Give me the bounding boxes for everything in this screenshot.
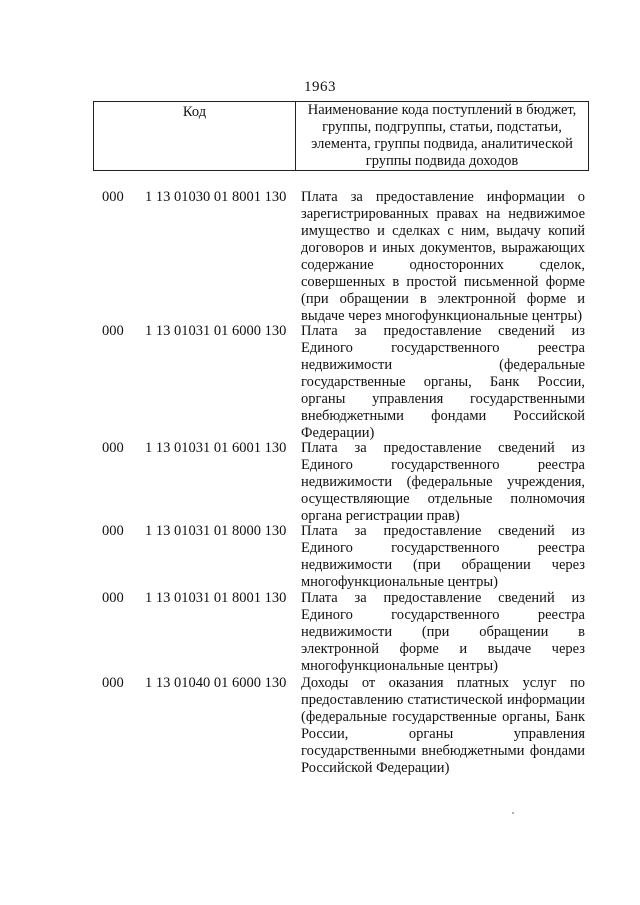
- description-line: Единого государственного реестра: [301, 457, 585, 473]
- revenue-description: [301, 323, 585, 442]
- description-line: Плата за предоставление сведений из: [301, 440, 585, 456]
- description-line: Российской Федерации): [301, 760, 450, 776]
- description-line: выдаче через многофункциональные центры): [301, 308, 583, 324]
- agency-code: 000: [102, 523, 124, 539]
- description-line: Единого государственного реестра: [301, 540, 585, 556]
- description-line: (федеральные государственные органы, Банк: [301, 709, 585, 725]
- revenue-code: 1 13 01031 01 6000 130: [145, 323, 287, 339]
- description-line: имущество и сделках с ним, выдачу копий: [301, 223, 585, 239]
- description-line: Федерации): [301, 425, 375, 441]
- description-line: недвижимости (при обращении через: [301, 557, 585, 573]
- description-line: органы управления государственными: [301, 391, 585, 407]
- description-line: России, органы управления: [301, 726, 585, 742]
- description-line: Единого государственного реестра: [301, 340, 585, 356]
- agency-code: 000: [102, 440, 124, 456]
- description-line: Плата за предоставление сведений из: [301, 590, 585, 606]
- description-line: государственными внебюджетными фондами: [301, 743, 585, 759]
- revenue-description: [301, 675, 585, 777]
- description-line: государственные органы, Банк России,: [301, 374, 585, 390]
- description-line: недвижимости (федеральные: [301, 357, 585, 373]
- revenue-code: 1 13 01031 01 8001 130: [145, 590, 287, 606]
- scan-speck: [512, 812, 514, 814]
- description-line: предоставлению статистической информации: [301, 692, 585, 708]
- description-line: недвижимости (при обращении в: [301, 624, 585, 640]
- description-line: зарегистрированных правах на недвижимое: [301, 206, 585, 222]
- description-line: органа регистрации прав): [301, 508, 460, 524]
- revenue-code: 1 13 01031 01 8000 130: [145, 523, 287, 539]
- description-line: содержание односторонних сделок,: [301, 257, 585, 273]
- agency-code: 000: [102, 590, 124, 606]
- header-name-label: Наименование кода поступлений в бюджет, группы, подгруппы, статьи, подстатьи, элемента, группы подвида, аналитической группы подвида доходов: [307, 102, 577, 169]
- revenue-code: 1 13 01031 01 6001 130: [145, 440, 287, 456]
- description-line: внебюджетными фондами Российской: [301, 408, 585, 424]
- description-line: осуществляющие отдельные полномочия: [301, 491, 585, 507]
- page-number: 1963: [304, 79, 336, 95]
- revenue-description: [301, 523, 585, 591]
- description-line: Единого государственного реестра: [301, 607, 585, 623]
- description-line: многофункциональные центры): [301, 574, 498, 590]
- revenue-description: [301, 590, 585, 675]
- description-line: Плата за предоставление сведений из: [301, 523, 585, 539]
- revenue-description: [301, 189, 585, 325]
- description-line: электронной форме и выдаче через: [301, 641, 585, 657]
- description-line: недвижимости (федеральные учреждения,: [301, 474, 585, 490]
- revenue-code: 1 13 01040 01 6000 130: [145, 675, 287, 691]
- description-line: (при обращении в электронной форме и: [301, 291, 585, 307]
- description-line: многофункциональные центры): [301, 658, 498, 674]
- header-code-label: Код: [94, 102, 296, 170]
- agency-code: 000: [102, 323, 124, 339]
- description-line: договоров и иных документов, выражающих: [301, 240, 585, 256]
- table-header: [93, 101, 589, 171]
- description-line: совершенных в простой письменной форме: [301, 274, 585, 290]
- agency-code: 000: [102, 189, 124, 205]
- revenue-description: [301, 440, 585, 525]
- agency-code: 000: [102, 675, 124, 691]
- description-line: Плата за предоставление сведений из: [301, 323, 585, 339]
- revenue-code: 1 13 01030 01 8001 130: [145, 189, 287, 205]
- description-line: Плата за предоставление информации о: [301, 189, 585, 205]
- description-line: Доходы от оказания платных услуг по: [301, 675, 585, 691]
